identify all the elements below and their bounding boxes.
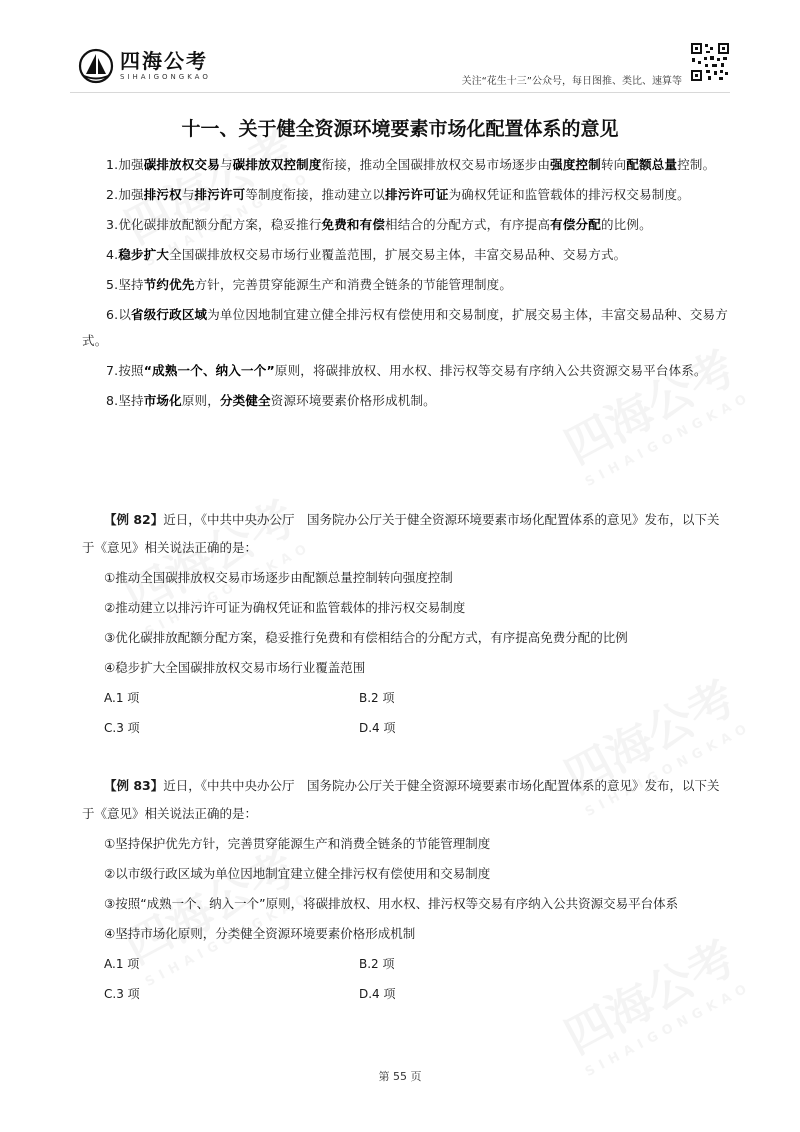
question-statement: ③按照“成熟一个、纳入一个”原则，将碳排放权、用水权、排污权等交易有序纳入公共资源交易平台体系	[104, 896, 679, 911]
question-tag: 【例 83】	[104, 778, 164, 793]
question-83	[82, 772, 730, 1008]
question-statement: ②推动建立以排污许可证为确权凭证和监管载体的排污权交易制度	[104, 600, 466, 615]
logo-subtitle: SIHAIGONGKAO	[120, 73, 211, 81]
header-note: 关注“花生十三”公众号，每日图推、类比、速算等	[461, 76, 682, 87]
emphasis-text: 强度控制	[550, 157, 601, 172]
point-text: 2.加强	[106, 187, 144, 202]
question-stem	[82, 506, 730, 562]
question-82	[82, 506, 730, 742]
option-c[interactable]: C.3 项	[104, 721, 140, 735]
key-point	[82, 302, 730, 354]
key-point	[82, 212, 730, 238]
point-text: 7.按照	[106, 363, 144, 378]
page-number: 第 55 页	[378, 1070, 422, 1083]
emphasis-text: 分类健全	[219, 393, 271, 408]
point-text: 6.以	[106, 307, 132, 322]
question-tag: 【例 82】	[104, 512, 164, 527]
option-b[interactable]: B.2 项	[359, 691, 395, 705]
point-text: 为单位因地制宜建立健全排污权有偿使用和交易制度，扩展交易主体，丰富交易品种、交易方式。	[82, 307, 728, 348]
key-point	[82, 388, 730, 414]
answer-options	[104, 950, 730, 1008]
brand-logo	[78, 48, 211, 84]
emphasis-text: 节约优先	[143, 277, 195, 292]
key-point	[82, 272, 730, 298]
point-text: 1.加强	[106, 157, 144, 172]
emphasis-text: “成熟一个、纳入一个”	[143, 363, 275, 378]
question-stem	[82, 772, 730, 828]
option-a[interactable]: A.1 项	[104, 691, 140, 705]
point-text: 资源环境要素价格形成机制。	[270, 393, 436, 408]
emphasis-text: 配额总量	[626, 157, 678, 172]
point-text: 相结合的分配方式，有序提高	[385, 217, 551, 232]
question-statement: ④稳步扩大全国碳排放权交易市场行业覆盖范围	[104, 660, 366, 675]
key-point	[82, 182, 730, 208]
point-text: 原则，	[181, 393, 220, 408]
emphasis-text: 免费和有偿	[321, 217, 386, 232]
option-b[interactable]: B.2 项	[359, 957, 395, 971]
page-header	[70, 40, 730, 93]
point-text: 3.优化碳排放配额分配方案，稳妥推行	[106, 217, 322, 232]
emphasis-text: 有偿分配	[550, 217, 601, 232]
key-point	[82, 358, 730, 384]
point-text: 衔接，推动全国碳排放权交易市场逐步由	[321, 157, 551, 172]
point-text: 等制度衔接，推动建立以	[245, 187, 386, 202]
key-point	[82, 152, 730, 178]
emphasis-text: 排污权	[143, 187, 182, 202]
question-statement: ②以市级行政区域为单位因地制宜建立健全排污权有偿使用和交易制度	[104, 866, 491, 881]
point-text: 4.	[106, 247, 119, 262]
qr-code-icon	[690, 42, 730, 82]
question-statement: ①坚持保护优先方针，完善贯穿能源生产和消费全链条的节能管理制度	[104, 836, 491, 851]
question-text: 近日，《中共中央办公厅 国务院办公厅关于健全资源环境要素市场化配置体系的意见》发布，以下关于《意见》相关说法正确的是：	[82, 778, 720, 821]
option-c[interactable]: C.3 项	[104, 987, 140, 1001]
emphasis-text: 稳步扩大	[118, 247, 170, 262]
point-text: 方针，完善贯穿能源生产和消费全链条的节能管理制度。	[194, 277, 513, 292]
question-statement: ③优化碳排放配额分配方案，稳妥推行免费和有偿相结合的分配方式，有序提高免费分配的比例	[104, 630, 628, 645]
key-points	[82, 152, 730, 418]
emphasis-text: 碳排放权交易	[143, 157, 220, 172]
page-title: 十一、关于健全资源环境要素市场化配置体系的意见	[181, 118, 619, 140]
emphasis-text: 排污许可证	[385, 187, 449, 202]
question-text: 近日，《中共中央办公厅 国务院办公厅关于健全资源环境要素市场化配置体系的意见》发布，以下关于《意见》相关说法正确的是：	[82, 512, 720, 555]
point-text: 全国碳排放权交易市场行业覆盖范围，扩展交易主体，丰富交易品种、交易方式。	[169, 247, 627, 262]
question-statement: ①推动全国碳排放权交易市场逐步由配额总量控制转向强度控制	[104, 570, 453, 585]
point-text: 为确权凭证和监管载体的排污权交易制度。	[448, 187, 690, 202]
key-point	[82, 242, 730, 268]
emphasis-text: 排污许可	[194, 187, 246, 202]
point-text: 控制。	[677, 157, 716, 172]
emphasis-text: 省级行政区域	[131, 307, 208, 322]
emphasis-text: 碳排放双控制度	[232, 157, 322, 172]
answer-options	[104, 684, 730, 742]
point-text: 的比例。	[600, 217, 652, 232]
option-d[interactable]: D.4 项	[359, 721, 396, 735]
logo-title: 四海公考	[120, 49, 208, 73]
question-statement: ④坚持市场化原则，分类健全资源环境要素价格形成机制	[104, 926, 416, 941]
point-text: 原则，将碳排放权、用水权、排污权等交易有序纳入公共资源交易平台体系。	[274, 363, 707, 378]
point-text: 与	[219, 157, 233, 172]
point-text: 8.坚持	[106, 393, 144, 408]
point-text: 与	[181, 187, 195, 202]
point-text: 5.坚持	[106, 277, 144, 292]
sail-logo-icon	[78, 48, 114, 84]
emphasis-text: 市场化	[143, 393, 182, 408]
option-a[interactable]: A.1 项	[104, 957, 140, 971]
point-text: 转向	[600, 157, 627, 172]
option-d[interactable]: D.4 项	[359, 987, 396, 1001]
